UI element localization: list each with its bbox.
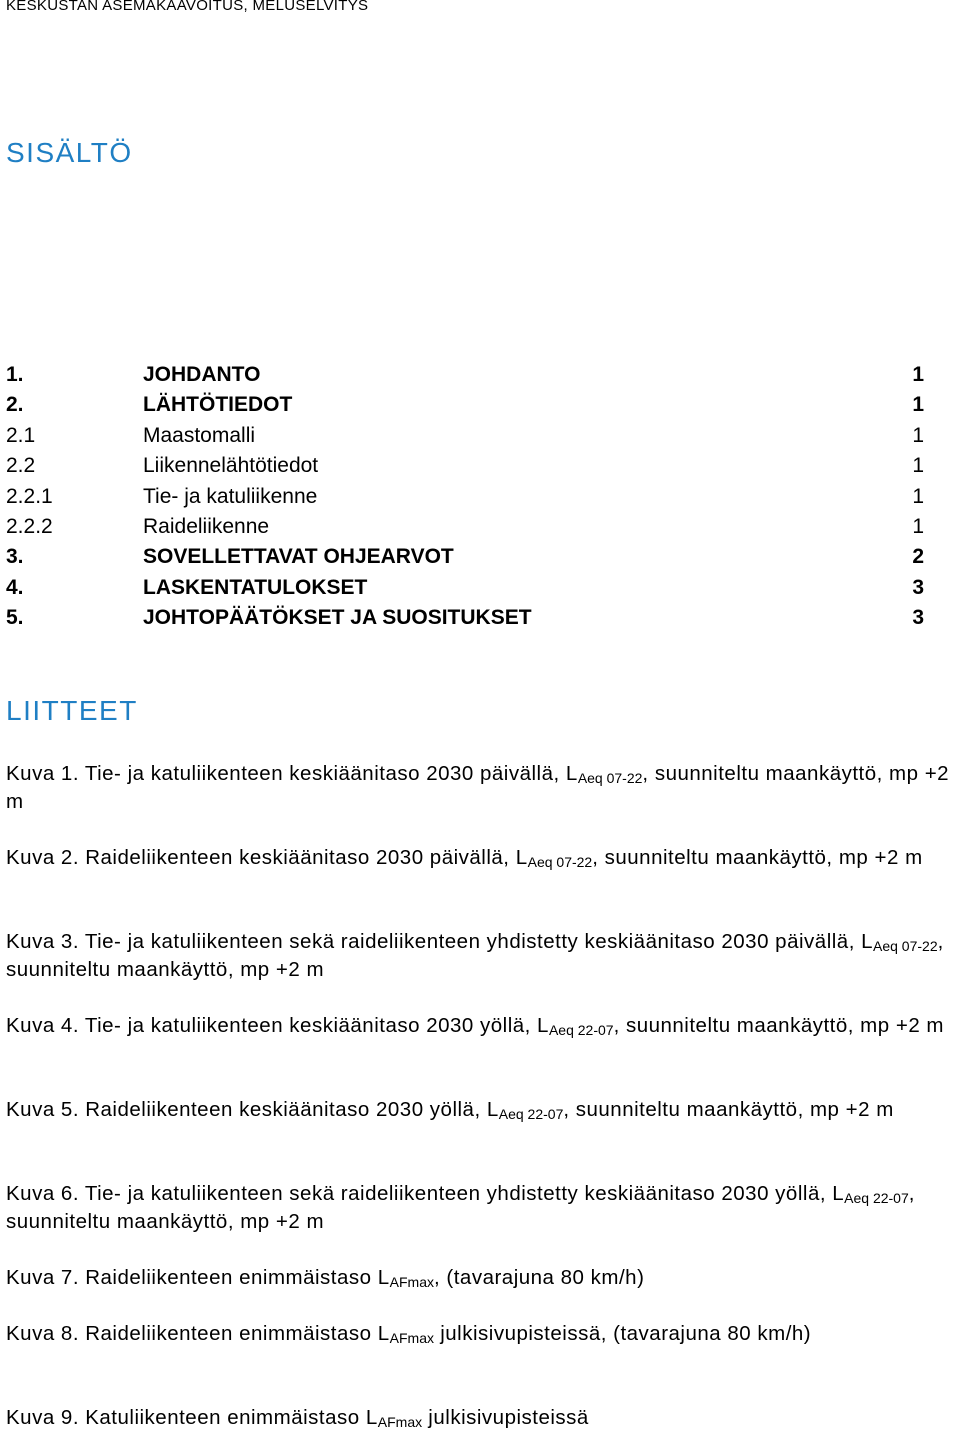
toc-entry-text: LÄHTÖTIEDOT bbox=[143, 393, 293, 417]
toc-entry-num: 2.2 bbox=[6, 454, 36, 478]
toc-entry[interactable] bbox=[6, 512, 936, 542]
toc-entry[interactable] bbox=[6, 573, 936, 603]
toc-entry-text: JOHTOPÄÄTÖKSET JA SUOSITUKSET bbox=[143, 606, 532, 630]
attachment-text-tail: , suunniteltu maankäyttö, mp +2 m bbox=[6, 1182, 915, 1233]
attachment-text-tail: julkisivupisteissä, (tavarajuna 80 km/h) bbox=[434, 1322, 812, 1345]
table-of-contents bbox=[6, 360, 936, 634]
attachment-item bbox=[6, 760, 956, 816]
toc-entry-page: 1 bbox=[912, 363, 924, 386]
attachment-subscript: Aeq 22-07 bbox=[498, 1106, 564, 1122]
toc-entry-page: 2 bbox=[912, 545, 924, 569]
toc-entry-num: 4. bbox=[6, 575, 24, 599]
toc-entry-page: 1 bbox=[912, 514, 924, 538]
attachment-subscript: Aeq 22-07 bbox=[548, 1022, 614, 1038]
attachment-text: Kuva 8. Raideliikenteen enimmäistaso L bbox=[6, 1322, 390, 1345]
attachment-item bbox=[6, 1404, 956, 1432]
attachment-text-tail: , suunniteltu maankäyttö, mp +2 m bbox=[6, 762, 950, 813]
toc-entry-page: 1 bbox=[912, 393, 924, 417]
attachment-subscript: Aeq 07-22 bbox=[527, 854, 593, 870]
attachment-subscript: AFmax bbox=[389, 1330, 434, 1346]
attachment-text: Kuva 3. Tie- ja katuliikenteen sekä raideliikenteen yhdistetty keskiäänitaso 2030 päivällä, L bbox=[6, 930, 873, 953]
attachments-title: LIITTEET bbox=[6, 695, 138, 726]
attachment-text: Kuva 4. Tie- ja katuliikenteen keskiäänitaso 2030 yöllä, L bbox=[6, 1014, 549, 1037]
attachment-text: Kuva 9. Katuliikenteen enimmäistaso L bbox=[6, 1406, 378, 1429]
toc-entry-page: 1 bbox=[912, 423, 924, 447]
toc-entry[interactable] bbox=[6, 390, 936, 420]
toc-entry-page: 3 bbox=[912, 606, 924, 630]
attachment-item bbox=[6, 1012, 956, 1040]
page-header: KESKUSTAN ASEMAKAAVOITUS, MELUSELVITYS bbox=[6, 0, 369, 14]
attachment-text: Kuva 6. Tie- ja katuliikenteen sekä raideliikenteen yhdistetty keskiäänitaso 2030 yöllä, L bbox=[6, 1182, 845, 1205]
attachment-text: Kuva 1. Tie- ja katuliikenteen keskiäänitaso 2030 päivällä, L bbox=[6, 762, 578, 785]
toc-entry-page: 1 bbox=[912, 484, 924, 508]
attachment-item bbox=[6, 1096, 956, 1124]
toc-entry-num: 3. bbox=[6, 545, 24, 569]
toc-entry[interactable] bbox=[6, 421, 936, 451]
attachment-text: Kuva 2. Raideliikenteen keskiäänitaso 2030 päivällä, L bbox=[6, 846, 528, 869]
toc-entry-num: 2. bbox=[6, 393, 24, 417]
attachment-item bbox=[6, 1320, 956, 1348]
toc-entry-num: 2.2.1 bbox=[6, 484, 53, 508]
toc-entry[interactable] bbox=[6, 542, 936, 572]
attachment-item bbox=[6, 928, 956, 984]
attachment-text-tail: , suunniteltu maankäyttö, mp +2 m bbox=[613, 1014, 944, 1037]
toc-entry-text: JOHDANTO bbox=[143, 363, 261, 386]
toc-entry-text: Tie- ja katuliikenne bbox=[143, 484, 318, 508]
toc-entry-num: 1. bbox=[6, 363, 24, 386]
attachment-text: Kuva 7. Raideliikenteen enimmäistaso L bbox=[6, 1266, 390, 1289]
toc-entry[interactable] bbox=[6, 482, 936, 512]
toc-entry-num: 5. bbox=[6, 606, 24, 630]
attachment-item bbox=[6, 844, 956, 872]
attachment-text-tail: , suunniteltu maankäyttö, mp +2 m bbox=[563, 1098, 894, 1121]
attachment-text-tail: julkisivupisteissä bbox=[422, 1406, 589, 1429]
attachment-subscript: Aeq 07-22 bbox=[873, 938, 938, 954]
toc-entry[interactable] bbox=[6, 360, 936, 390]
toc-entry-num: 2.1 bbox=[6, 423, 36, 447]
toc-entry-page: 3 bbox=[912, 575, 924, 599]
toc-entry-text: LASKENTATULOKSET bbox=[143, 575, 368, 599]
toc-entry-page: 1 bbox=[912, 454, 924, 478]
toc-entry-text: Maastomalli bbox=[143, 423, 256, 447]
attachment-text-tail: , suunniteltu maankäyttö, mp +2 m bbox=[6, 930, 944, 981]
toc-entry-num: 2.2.2 bbox=[6, 514, 53, 538]
attachment-subscript: Aeq 07-22 bbox=[577, 770, 643, 786]
attachment-item bbox=[6, 1264, 956, 1292]
toc-title: SISÄLTÖ bbox=[6, 137, 133, 168]
toc-entry-text: Raideliikenne bbox=[143, 514, 270, 538]
attachment-subscript: AFmax bbox=[377, 1414, 423, 1430]
toc-entry-text: SOVELLETTAVAT OHJEARVOT bbox=[143, 545, 454, 569]
attachment-text-tail: , (tavarajuna 80 km/h) bbox=[434, 1266, 645, 1289]
toc-entry-text: Liikennelähtötiedot bbox=[143, 454, 319, 478]
toc-entry[interactable] bbox=[6, 603, 936, 633]
attachment-item bbox=[6, 1180, 956, 1236]
attachment-subscript: AFmax bbox=[389, 1274, 434, 1290]
attachment-subscript: Aeq 22-07 bbox=[844, 1190, 909, 1206]
toc-entry[interactable] bbox=[6, 451, 936, 481]
attachment-text-tail: , suunniteltu maankäyttö, mp +2 m bbox=[592, 846, 923, 869]
attachment-text: Kuva 5. Raideliikenteen keskiäänitaso 2030 yöllä, L bbox=[6, 1098, 499, 1121]
